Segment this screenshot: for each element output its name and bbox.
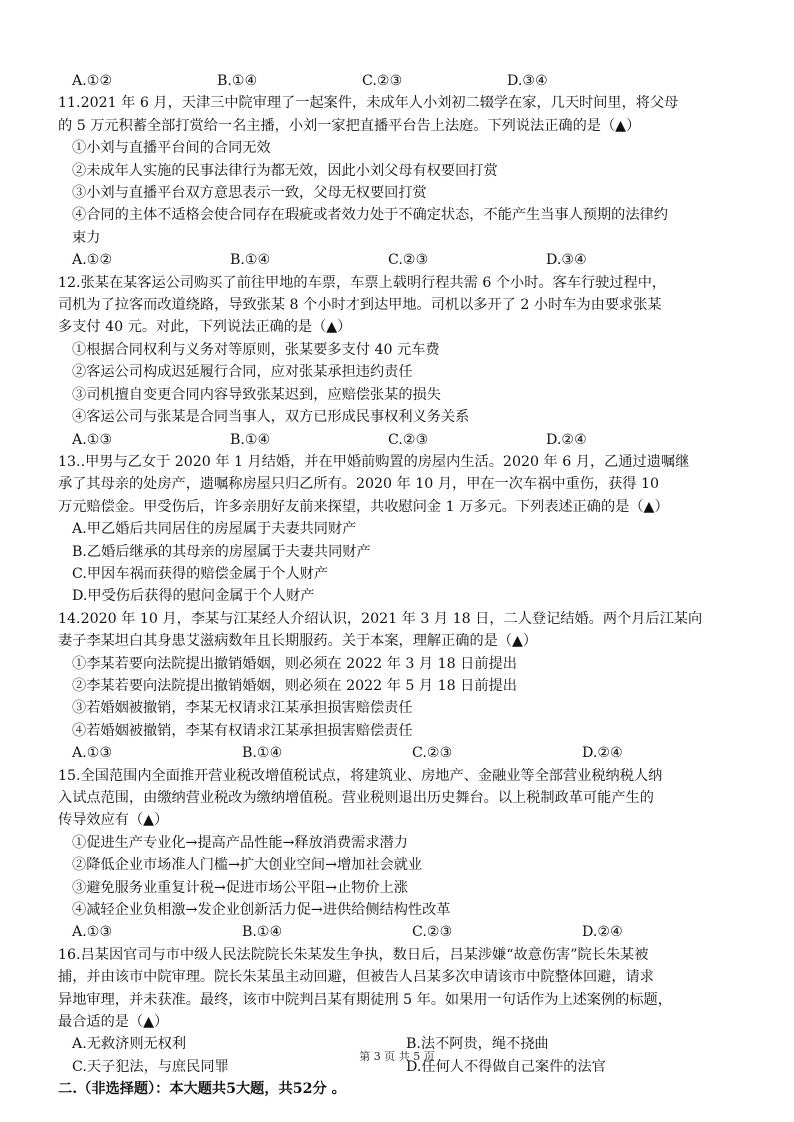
option-b: B.①④: [242, 745, 283, 762]
option-d: D.②④: [546, 431, 587, 448]
question-stem-line: 13..甲男与乙女于 2020 年 1 月结婚，并在甲婚前购置的房屋内生活。2020 年 6 月，乙通过遗嘱继: [58, 453, 690, 470]
question-15: [58, 765, 748, 944]
option-a: A.无救济则无权利: [72, 1036, 187, 1053]
statement-item: ④若婚姻被撤销，李某有权请求江某承担损害赔偿责任: [72, 722, 413, 739]
question-stem-line: 捕，并由该市中院审理。院长朱某虽主动回避，但被告人吕某多次申请该市中院整体回避，请求: [58, 969, 654, 986]
option-b: B.①④: [230, 431, 271, 448]
statement-item: ④合同的主体不适格会使合同存在瑕疵或者效力处于不确定状态，不能产生当事人预期的法律约: [72, 207, 668, 224]
option-c: C.天子犯法，与庶民同罪: [72, 1058, 229, 1075]
answer-options: [58, 742, 748, 764]
option-a: A.①②: [72, 252, 113, 269]
statement-item: ③避免服务业重复计税→促进市场公平阻→止物价上涨: [72, 879, 408, 896]
option-c: C.②③: [412, 745, 453, 762]
question-stem-line: 异地审理，并未获准。最终，该市中院判吕某有期徒刑 5 年。如果用一句话作为上述案例的标题，: [58, 991, 672, 1008]
statement-item: ④减轻企业负相激→发企业创新活力促→进供给侧结构性改革: [72, 902, 451, 919]
option-d: D.③④: [546, 252, 587, 269]
option-b: B.①④: [242, 924, 283, 941]
statement-item: ③司机擅自变更合同内容导致张某迟到，应赔偿张某的损失: [72, 386, 441, 403]
section-heading: 二.（非选择题）：本大题共5大题，共52分 。: [58, 1081, 346, 1098]
question-stem-line: 司机为了拉客而改道绕路，导致张某 8 个小时才到达甲地。司机以多开了 2 小时车为由要求张某: [58, 297, 662, 314]
answer-options: [58, 249, 748, 271]
option-d: D.③④: [507, 73, 548, 89]
option-c: C.②③: [412, 924, 453, 941]
question-stem-line: 多支付 40 元。对此，下列说法正确的是（▲）: [58, 319, 352, 336]
statement-item: ②降低企业市场准人门槛→扩大创业空间→增加社会就业: [72, 857, 423, 874]
question-14: [58, 608, 748, 765]
statement-item: ①根据合同权利与义务对等原则，张某要多支付 40 元车费: [72, 341, 440, 358]
page-content: [58, 70, 748, 1101]
question-stem-line: 入试点范围，由缴纳营业税改为缴纳增值税。营业税则退出历史舞台。以上税制政革可能产生的: [58, 790, 654, 806]
choice-item: B.乙婚后继承的其母亲的房屋属于夫妻共同财产: [72, 543, 371, 560]
choice-item: D.甲受伤后获得的慰问金属于个人财产: [72, 588, 315, 605]
option-c: C.②③: [362, 73, 403, 89]
question-12: [58, 272, 748, 451]
answer-options: [58, 921, 748, 943]
option-b: B.①④: [217, 73, 258, 89]
option-d: D.②④: [582, 924, 623, 941]
question-stem-line: 14.2020 年 10 月，李某与江某经人介绍认识，2021 年 3 月 18 日，二人登记结婚。两个月后江某向: [58, 610, 703, 627]
option-a: A.①③: [72, 924, 113, 941]
page-number-footer: 第 3 页 共 5 页: [359, 1050, 435, 1063]
question-stem-line: 传导效应有（▲）: [58, 812, 169, 829]
question-stem-line: 15.全国范围内全面推开营业税改增值税试点，将建筑业、房地产、金融业等全部营业税纳税人纳: [58, 767, 663, 784]
statement-item: ①小刘与直播平台间的合同无效: [72, 140, 271, 157]
statement-item: ③小刘与直播平台双方意思表示一致，父母无权要回打赏: [72, 185, 427, 202]
statement-item: ①促进生产专业化→提高产品性能→释放消费需求潜力: [72, 834, 408, 851]
question-stem-line: 16.吕某因官司与市中级人民法院院长朱某发生争执，数日后，吕某涉嫌“故意伤害”院长朱某被: [58, 946, 649, 963]
statement-item: ②李某若要向法院提出撤销婚姻，则必须在 2022 年 5 月 18 日前提出: [72, 677, 517, 694]
question-stem-line: 万元赔偿金。甲受伤后，许多亲朋好友前来探望，共收慰问金 1 万多元。下列表述正确的是（▲）: [58, 498, 669, 515]
option-a: A.①②: [72, 73, 113, 89]
statement-item: ①李某若要向法院提出撤销婚姻，则必须在 2022 年 3 月 18 日前提出: [72, 655, 517, 672]
option-d: D.②④: [582, 745, 623, 762]
statement-item-continued: 束力: [72, 229, 101, 246]
option-c: C.②③: [388, 431, 429, 448]
question-stem-line: 11.2021 年 6 月，天津三中院审理了一起案件，未成年人小刘初二辍学在家，几天时间里，将父母: [58, 95, 679, 112]
question-stem-line: 承了其母亲的处房产，遗嘱称房屋只归乙所有。2020 年 10 月，甲在一次车祸中重伤，获得 10: [58, 476, 660, 493]
question-stem-line: 妻子李某坦白其身患艾滋病数年且长期服药。关于本案，理解正确的是（▲）: [58, 633, 538, 650]
statement-item: ③若婚姻被撤销，李某无权请求江某承担损害赔偿责任: [72, 700, 413, 717]
question-stem-line: 最合适的是（▲）: [58, 1014, 169, 1031]
option-a: A.①③: [72, 745, 113, 762]
question-13: [58, 451, 748, 608]
question-stem-line: 的 5 万元积蓄全部打赏给一名主播，小刘一家把直播平台告上法庭。下列说法正确的是（▲）: [58, 117, 641, 134]
option-d: D.任何人不得做自己案件的法官: [406, 1058, 606, 1075]
option-b: B.法不阿贵，绳不挠曲: [406, 1036, 549, 1053]
statement-item: ②客运公司构成迟延履行合同，应对张某承担违约责任: [72, 364, 413, 381]
statement-item: ②未成年人实施的民事法律行为都无效，因此小刘父母有权要回打赏: [72, 162, 498, 179]
question-stem-line: 12.张某在某客运公司购买了前往甲地的车票，车票上载明行程共需 6 个小时。客车行驶过程中，: [58, 274, 667, 291]
option-b: B.①④: [230, 252, 271, 269]
choice-item: A.甲乙婚后共同居住的房屋属于夫妻共同财产: [72, 521, 357, 538]
choice-item: C.甲因车祸而获得的赔偿金属于个人财产: [72, 565, 329, 582]
prev-question-options: [58, 70, 748, 92]
statement-item: ④客运公司与张某是合同当事人，双方已形成民事权利义务关系: [72, 409, 470, 426]
option-c: C.②③: [388, 252, 429, 269]
option-a: A.①③: [72, 431, 113, 448]
answer-options: [58, 429, 748, 451]
question-11: [58, 92, 748, 271]
